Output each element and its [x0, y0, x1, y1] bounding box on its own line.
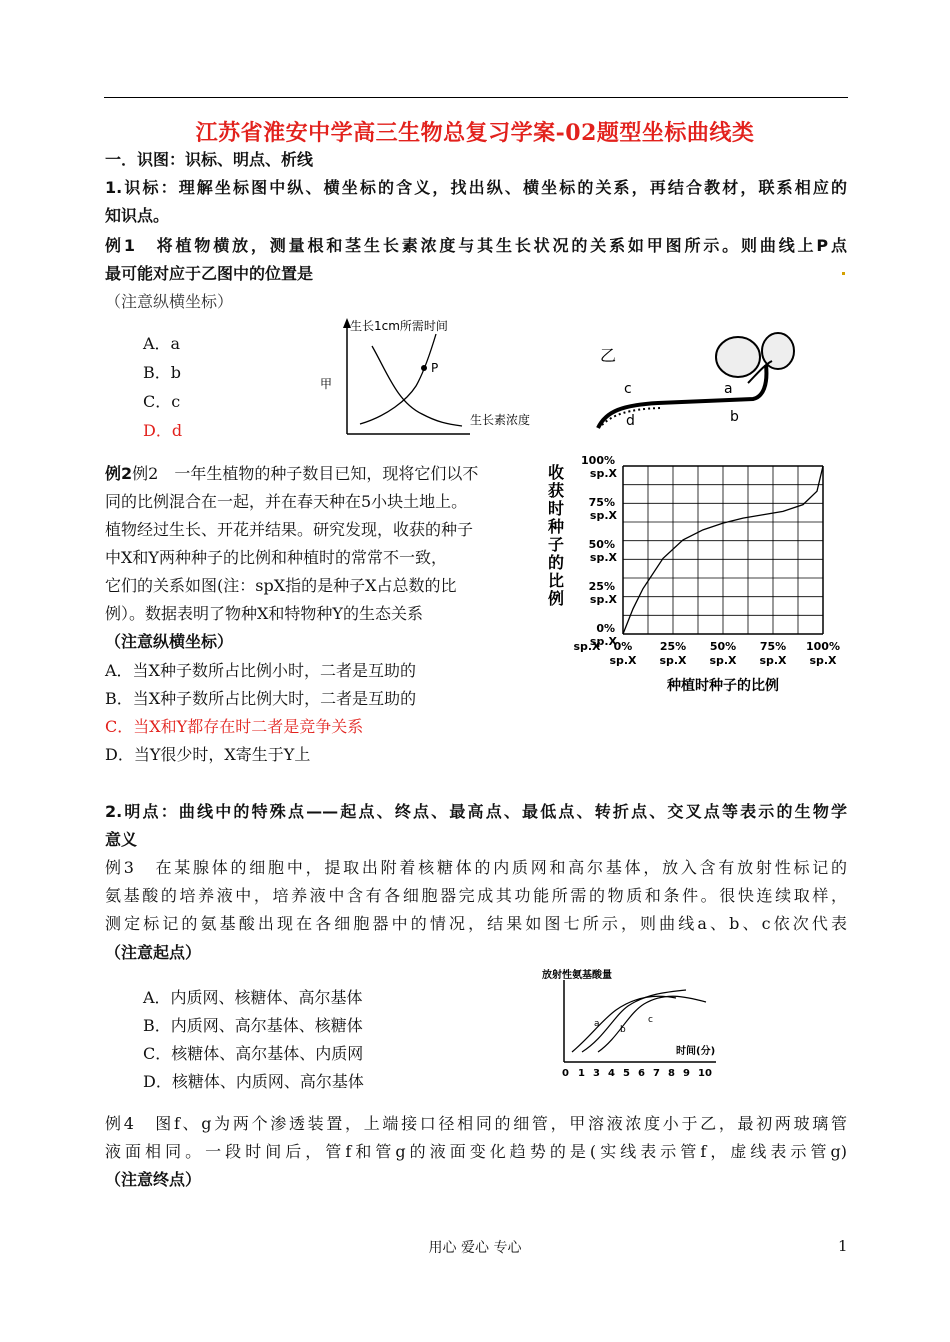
yi-point-b: b	[730, 409, 739, 425]
ex3-tick: 6	[638, 1068, 645, 1078]
x-tick-unit: sp.X	[609, 654, 637, 667]
jia-curve-rising	[360, 334, 439, 424]
ex1-line1: 例1 将植物横放，测量根和茎生长素浓度与其生长状况的关系如甲图所示。则曲线上P点	[105, 236, 847, 255]
y-tick-unit: sp.X	[589, 551, 617, 564]
ex2-line5: 它们的关系如图(注：spX指的是种子X占总数的比	[105, 576, 457, 595]
x-tick-label: 50%	[709, 640, 737, 653]
ex3-note: （注意起点）	[105, 943, 202, 962]
ex1-option-b[interactable]: B．b	[143, 363, 182, 382]
x-tick-unit: sp.X	[809, 654, 837, 667]
y-axis-label-char: 的	[548, 553, 565, 572]
x-tick-label: 100%	[806, 640, 840, 653]
ex3-tick: 7	[653, 1068, 660, 1078]
x-axis-label: 种植时种子的比例	[667, 678, 779, 692]
ex3-tick: 4	[608, 1068, 615, 1078]
ex3-line3: 测定标记的氨基酸出现在各细胞器中的情况，结果如图七所示，则曲线a、b、c依次代表	[105, 914, 847, 933]
ex2-line6: 例）。数据表明了物种X和特物种Y的生态关系	[105, 604, 423, 623]
ex2-line2: 同的比例混合在一起，并在春天种在5小块土地上。	[105, 492, 468, 511]
ex3-ylabel-group	[542, 968, 612, 981]
ex1-option-c[interactable]: C．c	[143, 392, 181, 411]
sec1-text-line1: 1.识标：理解坐标图中纵、横坐标的含义，找出纵、横坐标的关系，再结合教材，联系相应的	[105, 178, 847, 197]
ex2-line1: 例2例2 一年生植物的种子数目已知，现将它们以不	[105, 464, 479, 483]
ex3-label-c: c	[648, 1015, 653, 1025]
seed-ratio-chart	[540, 452, 850, 692]
ex2-line4: 中X和Y两种种子的比例和种植时的常常不一致，	[105, 548, 447, 567]
ex2-option-d[interactable]: D．当Y很少时，X寄生于Y上	[105, 745, 311, 764]
ex4-line2: 液面相同。一段时间后，管f和管g的液面变化趋势的是(实线表示管f，虚线表示管g)	[105, 1142, 847, 1161]
ex2-note: （注意纵横坐标）	[105, 632, 234, 651]
yi-point-d: d	[626, 413, 635, 429]
y-tick-label: 100%	[581, 454, 615, 467]
page-number: 1	[838, 1237, 848, 1255]
sec2-line2: 意义	[105, 830, 138, 849]
ex2-option-b[interactable]: B．当X种子数所占比例大时，二者是互助的	[105, 689, 417, 708]
yi-point-a: a	[724, 381, 733, 397]
ex3-option-b[interactable]: B．内质网、高尔基体、核糖体	[143, 1016, 363, 1035]
ex3-x-ticks	[562, 1068, 712, 1078]
page-title: 江苏省淮安中学高三生物总复习学案-02题型坐标曲线类	[195, 120, 755, 146]
ex3-line1: 例3 在某腺体的细胞中，提取出附着核糖体的内质网和高尔基体，放入含有放射性标记的	[105, 858, 847, 877]
ex3-tick: 9	[683, 1068, 690, 1078]
jia-curve-falling	[372, 346, 462, 426]
ex3-ylabel-1: 放射性氨基酸量	[542, 970, 612, 981]
ex3-tick: 5	[623, 1068, 630, 1078]
stray-dot	[842, 272, 845, 275]
ex2-line1-text: 例2 一年生植物的种子数目已知，现将它们以不	[132, 464, 479, 483]
ex3-option-c[interactable]: C．核糖体、高尔基体、内质网	[143, 1044, 364, 1063]
ex3-label-b: b	[620, 1025, 626, 1035]
y-axis-label-char: 获	[548, 481, 565, 500]
y-tick-unit: sp.X	[589, 509, 617, 522]
yi-label: 乙	[600, 346, 617, 365]
y-tick-label: 75%	[588, 496, 615, 509]
y-tick-label: 0%	[596, 622, 615, 635]
y-tick-unit: sp.X	[589, 635, 617, 648]
x-tick-unit: sp.X	[709, 654, 737, 667]
y-axis-label-char: 比	[548, 571, 565, 590]
ex1-option-d[interactable]: D．d	[143, 421, 183, 440]
x-tick-label: 75%	[759, 640, 787, 653]
ex3-option-d[interactable]: D．核糖体、内质网、高尔基体	[143, 1072, 364, 1091]
y-axis-label-char: 时	[548, 499, 565, 518]
y-axis-label-char: 种	[548, 517, 565, 536]
jia-ylabel: 生长1cm所需时间	[350, 319, 448, 333]
ex3-xlabel: 时间(分)	[676, 1046, 716, 1057]
ex2-line3: 植物经过生长、开花并结果。研究发现，收获的种子	[105, 520, 474, 539]
ex1-option-a[interactable]: A．a	[143, 334, 181, 353]
yi-point-c: c	[624, 381, 632, 397]
y-tick-unit: sp.X	[589, 467, 617, 480]
section-heading-1: 一．识图：识标、明点、析线	[105, 150, 314, 169]
ex2-option-c[interactable]: C．当X和Y都存在时二者是竞争关系	[105, 717, 364, 736]
x-tick-unit: sp.X	[659, 654, 687, 667]
ex3-tick: 1	[578, 1068, 585, 1078]
figure-radioactive	[536, 966, 730, 1078]
header-rule	[104, 97, 848, 98]
sec1-text-line2: 知识点。	[105, 206, 170, 225]
yi-leaf-left	[716, 337, 760, 377]
ex2-option-a[interactable]: A．当X种子数所占比例小时，二者是互助的	[105, 661, 416, 680]
jia-point-label: P	[431, 361, 439, 375]
y-axis-label-char: 例	[548, 589, 565, 608]
sec2-line1: 2.明点：曲线中的特殊点——起点、终点、最高点、最低点、转折点、交叉点等表示的生物学	[105, 802, 847, 821]
ex3-tick: 3	[593, 1068, 600, 1078]
ex3-tick: 8	[668, 1068, 675, 1078]
ex3-tick: 10	[698, 1068, 712, 1078]
ex1-note: （注意纵横坐标）	[105, 292, 234, 311]
x-tick-label: 25%	[659, 640, 687, 653]
ex4-note: （注意终点）	[105, 1170, 202, 1189]
ex3-option-a[interactable]: A．内质网、核糖体、高尔基体	[143, 988, 363, 1007]
y-tick-label: 25%	[588, 580, 615, 593]
jia-side-label: 甲	[320, 377, 333, 391]
ex1-line2: 最可能对应于乙图中的位置是	[105, 264, 314, 283]
y-axis-label-char: 收	[548, 463, 565, 482]
ex3-line2: 氨基酸的培养液中，培养液中含有各细胞器完成其功能所需的物质和条件。很快连续取样，	[105, 886, 847, 905]
origin-unit-label: sp.X	[573, 640, 601, 653]
jia-point-p	[421, 365, 427, 371]
footer-text: 用心 爱心 专心	[428, 1240, 522, 1256]
ex4-line1: 例4 图f、g为两个渗透装置，上端接口径相同的细管，甲溶液浓度小于乙，最初两玻璃管	[105, 1114, 847, 1133]
x-tick-unit: sp.X	[759, 654, 787, 667]
figure-yi	[588, 325, 808, 443]
y-tick-unit: sp.X	[589, 593, 617, 606]
ex3-tick: 0	[562, 1068, 569, 1078]
x-tick-label: 0%	[613, 640, 633, 653]
jia-xlabel: 生长素浓度	[470, 413, 531, 427]
ex3-label-a: a	[594, 1019, 600, 1029]
y-tick-label: 50%	[588, 538, 615, 551]
y-axis-label-char: 子	[548, 535, 565, 554]
figure-jia	[312, 312, 556, 440]
